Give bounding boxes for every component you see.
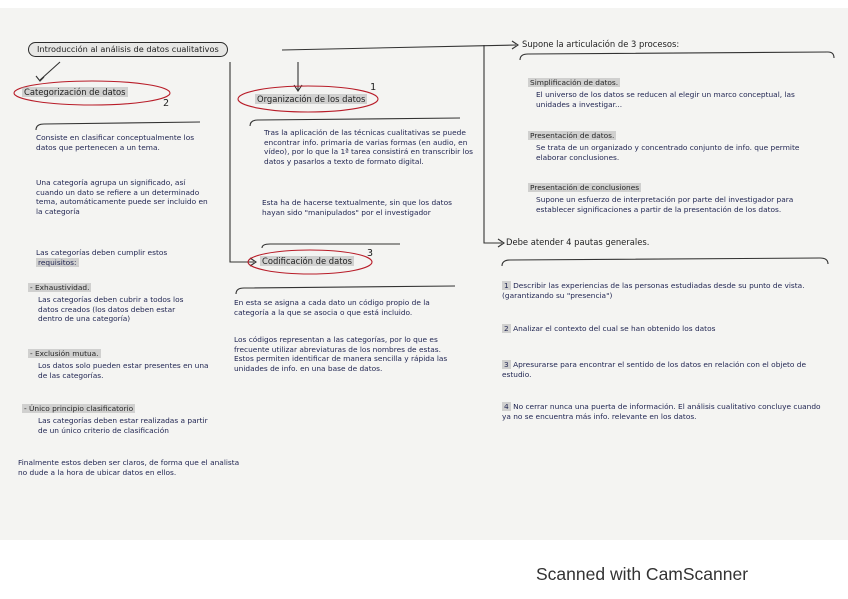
pauta-2: 2 Analizar el contexto del cual se han obtenido los datos [504,324,716,333]
categorizacion-final: Finalmente estos deben ser claros, de forma que el analista no dude a la hora de ubicar datos en ellos. [18,458,240,477]
procesos-heading: Supone la articulación de 3 procesos: [522,39,680,49]
req1-text: Las categorías deben cubrir a todos los datos creados (los datos deben estar dentro de una categoría) [38,295,184,324]
req3-text: Las categorías deben estar realizadas a partir de un único criterio de clasificación [38,416,208,435]
categorizacion-title: Categorización de datos [24,87,126,97]
codificacion-number: 3 [367,248,374,259]
main-title: Introducción al análisis de datos cualitativos [37,44,219,54]
pauta-1: 1 Describir las experiencias de las personas estudiadas desde su punto de vista. (garantizando su "presencia") [502,281,805,300]
pauta-4: 4 No cerrar nunca una puerta de información. El análisis cualitativo concluye cuando ya no se encuentra más info. relevante en los datos. [502,402,821,421]
organizacion-p1: Tras la aplicación de las técnicas cualitativas se puede encontrar info. primaria de varias formas (en audio, en vídeo), por lo que la 1ª tarea consistirá en transcribir los datos y pasarlos a texto de formato digital. [264,128,473,166]
proceso-1-title: Simplificación de datos. [530,78,619,87]
categorizacion-p3: Las categorías deben cumplir estos requisitos: [36,248,168,267]
proceso-3-text: Supone un esfuerzo de interpretación por parte del investigador para establecer significaciones a partir de la presentación de los datos. [536,195,794,214]
codificacion-p2: Los códigos representan a las categorías, por lo que es frecuente utilizar abreviaturas de los nombres de estas. Estos permiten identificar de manera sencilla y rápida las unidades de info. en una base de datos. [234,335,448,373]
main-title-box [28,42,228,57]
organizacion-number: 1 [370,82,377,93]
proceso-1-text: El universo de los datos se reducen al elegir un marco conceptual, las unidades a investigar... [536,90,795,109]
req2-title: - Exclusión mutua. [30,349,99,358]
organizacion-title: Organización de los datos [257,94,366,104]
req3-title: - Único principio clasificatorio [24,404,134,413]
categorizacion-p2: Una categoría agrupa un significado, así cuando un dato se refiere a un determinado tema, automáticamente puede ser incluido en la categoría [36,178,208,216]
pauta-3: 3 Apresurarse para encontrar el sentido de los datos en relación con el objeto de estudio. [502,360,807,379]
codificacion-p1: En esta se asigna a cada dato un código propio de la categoría a la que se asocia o que está incluido. [234,298,430,317]
proceso-3-title: Presentación de conclusiones [530,183,640,192]
proceso-2-text: Se trata de un organizado y concentrado conjunto de info. que permite elaborar conclusiones. [536,143,800,162]
proceso-2-title: Presentación de datos. [530,131,615,140]
categorizacion-number: 2 [163,98,170,109]
req1-title: - Exhaustividad. [30,283,90,292]
req2-text: Los datos solo pueden estar presentes en una de las categorías. [38,361,209,380]
pautas-heading: Debe atender 4 pautas generales. [506,237,650,247]
categorizacion-p1: Consiste en clasificar conceptualmente los datos que pertenecen a un tema. [36,133,195,152]
organizacion-p2: Esta ha de hacerse textualmente, sin que los datos hayan sido "manipulados" por el investigador [262,198,452,217]
camscanner-watermark: Scanned with CamScanner [536,564,749,584]
codificacion-title: Codificación de datos [262,256,353,266]
